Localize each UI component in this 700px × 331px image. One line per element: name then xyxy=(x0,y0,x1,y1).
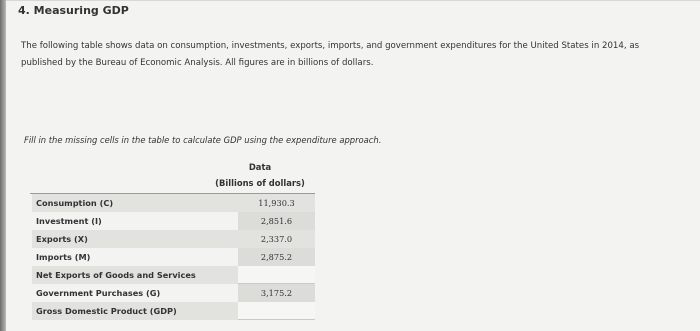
table-row-imports xyxy=(32,248,315,266)
table-row-net-exports xyxy=(32,266,315,284)
row-label: Government Purchases (G) xyxy=(36,288,161,298)
row-value: 2,875.2 xyxy=(260,252,293,262)
table-row-government-purchases xyxy=(32,284,315,302)
row-label: Consumption (C) xyxy=(36,198,114,208)
row-label: Gross Domestic Product (GDP) xyxy=(36,306,177,316)
question-title: 4. Measuring GDP xyxy=(18,4,129,17)
row-label: Net Exports of Goods and Services xyxy=(36,270,196,280)
row-value: 2,337.0 xyxy=(260,234,293,244)
column-header-data: Data xyxy=(248,162,272,172)
row-value-cell xyxy=(238,284,315,302)
table-row-investment xyxy=(32,212,315,230)
row-value-cell xyxy=(238,194,315,212)
row-value-cell xyxy=(238,248,315,266)
row-value: 3,175.2 xyxy=(260,288,293,298)
table-row-exports xyxy=(32,230,315,248)
question-instruction: Fill in the missing cells in the table to calculate GDP using the expenditure approach. xyxy=(24,135,382,145)
row-label: Investment (I) xyxy=(36,216,102,226)
top-border xyxy=(6,0,700,1)
net-exports-input[interactable] xyxy=(238,266,315,284)
table-row-gdp xyxy=(32,302,315,320)
row-label: Imports (M) xyxy=(36,252,91,262)
left-border xyxy=(0,0,6,331)
gdp-input[interactable] xyxy=(238,302,315,320)
row-value: 11,930.3 xyxy=(258,198,295,208)
row-value-cell xyxy=(238,230,315,248)
row-label: Exports (X) xyxy=(36,234,88,244)
row-value-cell xyxy=(238,212,315,230)
column-header-units: (Billions of dollars) xyxy=(215,178,305,188)
question-intro: The following table shows data on consumption, investments, exports, imports, and government expenditures for the United States in 2014, as published by the Bureau of Economic Analysis. All figures are in billions of dollars. xyxy=(21,41,640,68)
row-value: 2,851.6 xyxy=(260,216,293,226)
table-row-consumption xyxy=(32,194,315,212)
